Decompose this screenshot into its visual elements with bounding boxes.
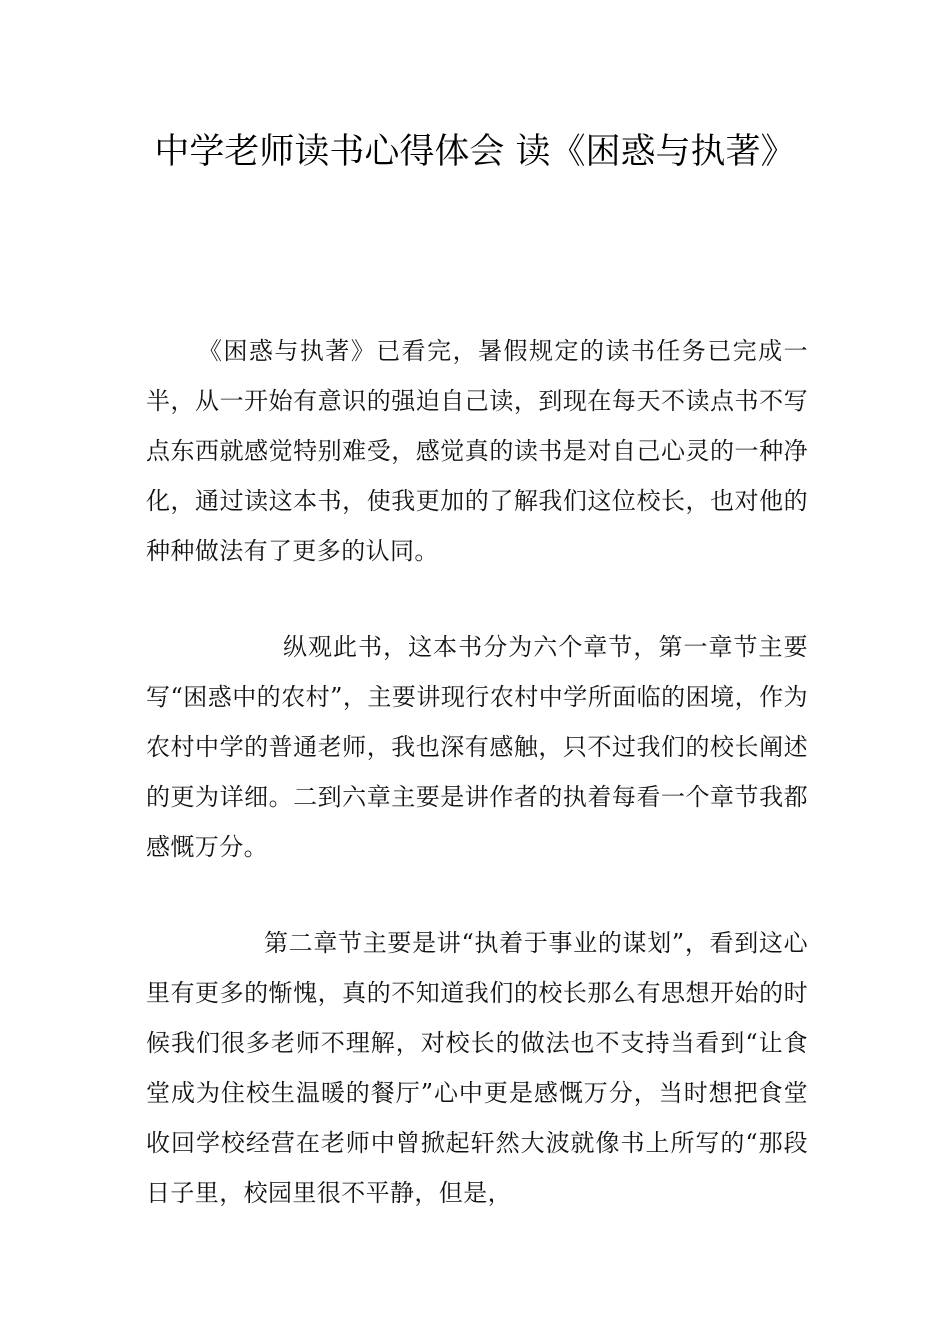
paragraph-2: 纵观此书，这本书分为六个章节，第一章节主要写“困惑中的农村”，主要讲现行农村中学所面临的困境，作为农村中学的普通老师，我也深有感触，只不过我们的校长阐述的更为详细。二到六章主要是讲作者的执着每看一个章节我都感慨万分。 bbox=[146, 633, 808, 861]
paragraph-1: 《困惑与执著》已看完，暑假规定的读书任务已完成一半，从一开始有意识的强迫自己读，到现在每天不读点书不写点东西就感觉特别难受，感觉真的读书是对自己心灵的一种净化，通过读这本书，使我更加的了解我们这位校长，也对他的种种做法有了更多的认同。 bbox=[146, 337, 808, 565]
document-title: 中学老师读书心得体会 读《困惑与执著》 bbox=[154, 132, 796, 172]
paragraph-3: 第二章节主要是讲“执着于事业的谋划”，看到这心里有更多的惭愧，真的不知道我们的校长那么有思想开始的时候我们很多老师不理解，对校长的做法也不支持当看到“让食堂成为住校生温暖的餐厅”心中更是感慨万分，当时想把食堂收回学校经营在老师中曾掀起轩然大波就像书上所写的“那段日子里，校园里很不平静，但是， bbox=[146, 929, 808, 1207]
